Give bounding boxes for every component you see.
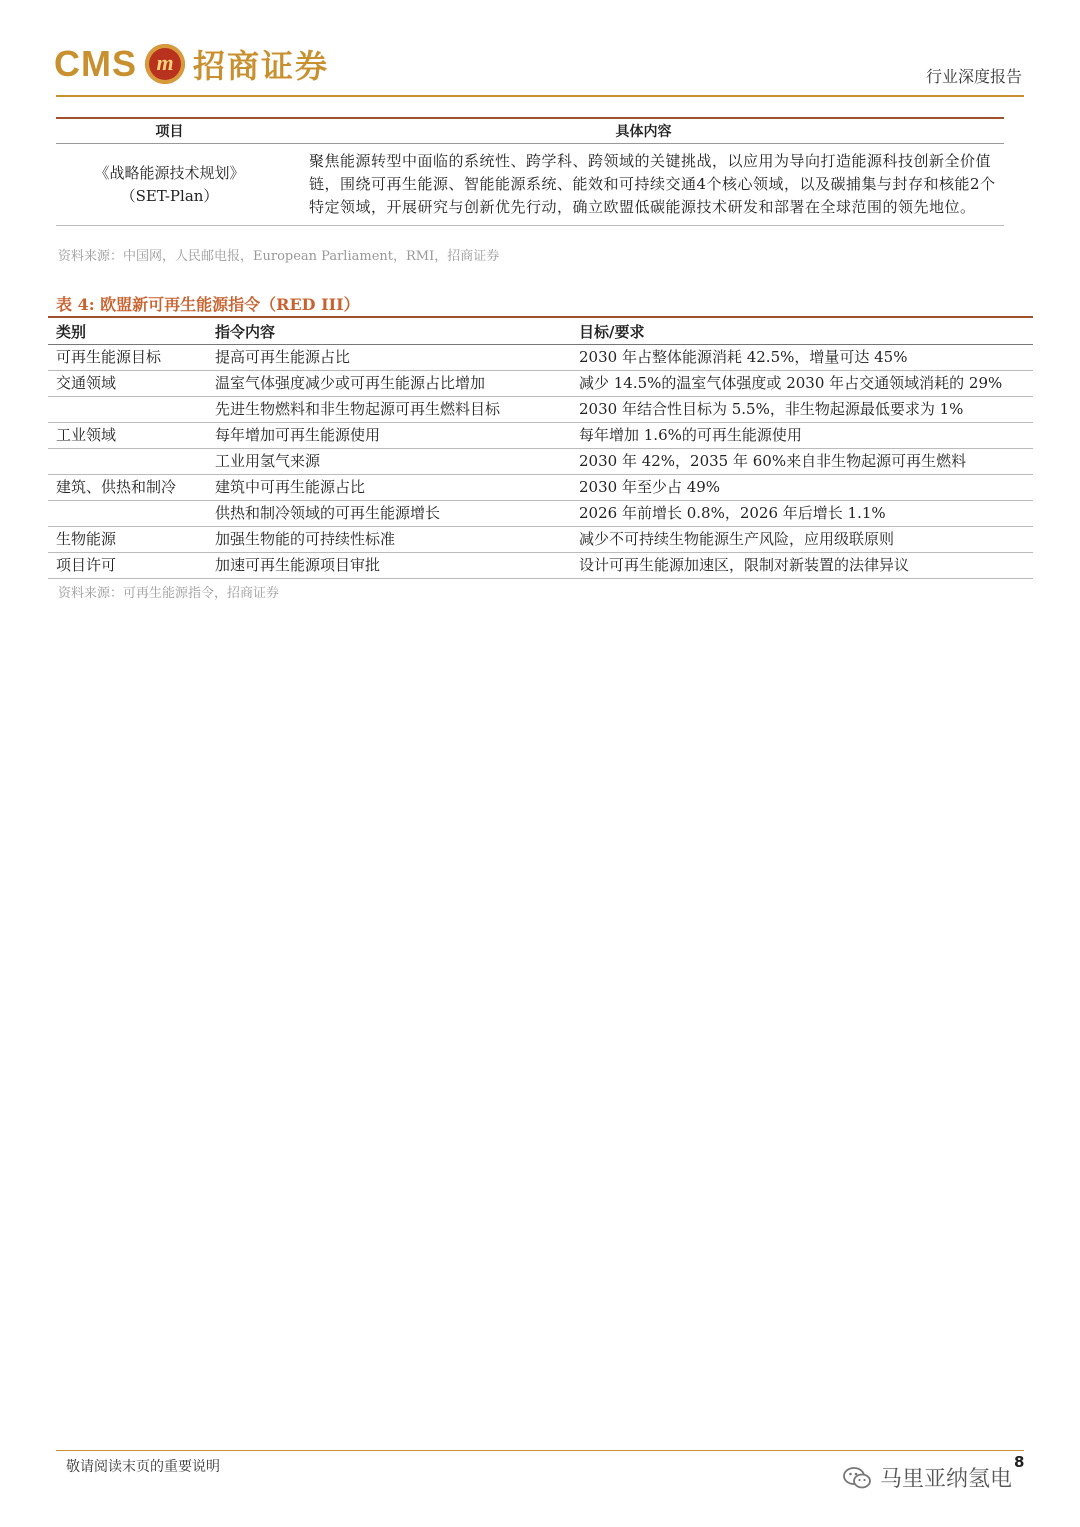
- table-row: [48, 527, 1033, 553]
- table-row: [48, 475, 1033, 501]
- directive-cell: 供热和制冷领域的可再生能源增长: [207, 501, 571, 527]
- target-cell: 2030 年占整体能源消耗 42.5%，增量可达 45%: [571, 345, 1033, 371]
- category-cell: [48, 397, 207, 423]
- category-cell: 项目许可: [48, 553, 207, 579]
- directive-cell: 加速可再生能源项目审批: [207, 553, 571, 579]
- set-plan-table: [56, 117, 1004, 226]
- company-logo: [54, 40, 329, 88]
- table2-header-category: 类别: [48, 317, 207, 345]
- target-cell: 2030 年结合性目标为 5.5%，非生物起源最低要求为 1%: [571, 397, 1033, 423]
- footer-divider: [56, 1450, 1024, 1451]
- item-abbrev: （SET-Plan）: [120, 186, 219, 205]
- table2-title: 表 4: 欧盟新可再生能源指令（RED III）: [56, 295, 360, 314]
- table-row: [48, 501, 1033, 527]
- category-cell: 交通领域: [48, 371, 207, 397]
- directive-cell: 工业用氢气来源: [207, 449, 571, 475]
- logo-emblem-icon: m: [145, 44, 185, 84]
- target-cell: 2030 年 42%，2035 年 60%来自非生物起源可再生燃料: [571, 449, 1033, 475]
- directive-cell: 建筑中可再生能源占比: [207, 475, 571, 501]
- table-row: [48, 371, 1033, 397]
- target-cell: 2026 年前增长 0.8%，2026 年后增长 1.1%: [571, 501, 1033, 527]
- target-cell: 设计可再生能源加速区，限制对新装置的法律异议: [571, 553, 1033, 579]
- table1-header-item: 项目: [56, 118, 283, 144]
- report-type: 行业深度报告: [925, 67, 1022, 86]
- category-cell: 工业领域: [48, 423, 207, 449]
- table-row: [48, 423, 1033, 449]
- table2-header-directive: 指令内容: [207, 317, 571, 345]
- category-cell: 建筑、供热和制冷: [48, 475, 207, 501]
- category-cell: [48, 501, 207, 527]
- wechat-icon: [842, 1465, 872, 1491]
- table2-source: 资料来源：可再生能源指令，招商证券: [58, 586, 280, 601]
- table-row: [48, 397, 1033, 423]
- logo-en-text: CMS: [54, 43, 137, 84]
- page-number: 8: [1014, 1453, 1025, 1471]
- directive-cell: 提高可再生能源占比: [207, 345, 571, 371]
- table-row: [48, 553, 1033, 579]
- table-row: [56, 144, 1004, 226]
- table1-item-cell: [56, 144, 283, 226]
- target-cell: 减少不可持续生物能源生产风险，应用级联原则: [571, 527, 1033, 553]
- category-cell: 生物能源: [48, 527, 207, 553]
- directive-cell: 先进生物燃料和非生物起源可再生燃料目标: [207, 397, 571, 423]
- table1-content-cell: 聚焦能源转型中面临的系统性、跨学科、跨领域的关键挑战，以应用为导向打造能源科技创新全价值链，围绕可再生能源、智能能源系统、能效和可持续交通4个核心领域，以及碳捕集与封存和核能2个特定领域，开展研究与创新优先行动，确立欧盟低碳能源技术研发和部署在全球范围的领先地位。: [283, 144, 1004, 226]
- target-cell: 减少 14.5%的温室气体强度或 2030 年占交通领域消耗的 29%: [571, 371, 1033, 397]
- directive-cell: 每年增加可再生能源使用: [207, 423, 571, 449]
- table1-source: 资料来源：中国网，人民邮电报，European Parliament，RMI，招商证券: [58, 249, 500, 264]
- table-row: [48, 345, 1033, 371]
- category-cell: [48, 449, 207, 475]
- table1-header-content: 具体内容: [283, 118, 1004, 144]
- target-cell: 每年增加 1.6%的可再生能源使用: [571, 423, 1033, 449]
- watermark-text: 马里亚纳氢电: [880, 1467, 1013, 1492]
- watermark: [842, 1462, 1012, 1493]
- item-name: 《战略能源技术规划》: [94, 163, 245, 182]
- red3-table: [48, 316, 1033, 579]
- target-cell: 2030 年至少占 49%: [571, 475, 1033, 501]
- table2-header-target: 目标/要求: [571, 317, 1033, 345]
- directive-cell: 温室气体强度减少或可再生能源占比增加: [207, 371, 571, 397]
- table-row: [48, 449, 1033, 475]
- disclaimer-note: 敬请阅读末页的重要说明: [66, 1459, 220, 1475]
- header-divider: [56, 95, 1024, 97]
- directive-cell: 加强生物能的可持续性标准: [207, 527, 571, 553]
- logo-cn-text: 招商证券: [193, 47, 330, 85]
- category-cell: 可再生能源目标: [48, 345, 207, 371]
